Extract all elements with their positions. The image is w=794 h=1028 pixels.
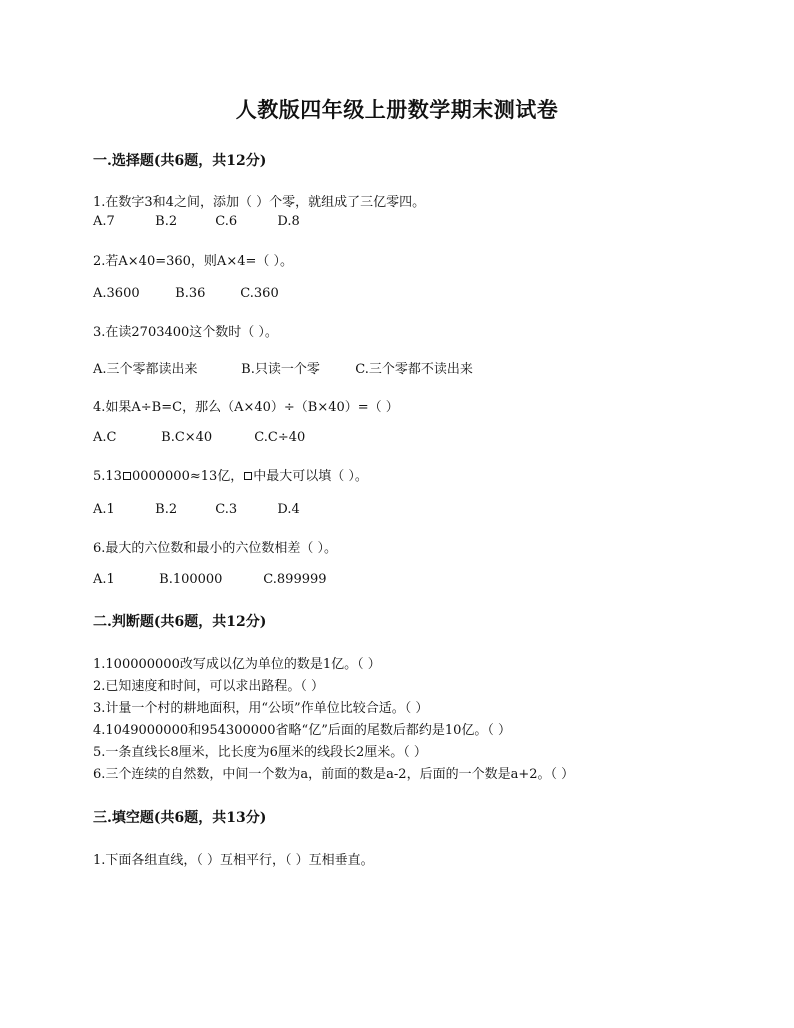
option: B.C×40 [161, 430, 213, 445]
judgement-item: 6.三个连续的自然数，中间一个数为a，前面的数是a-2，后面的一个数是a+2。（ ） [93, 767, 575, 782]
question-text: 1.在数字3和4之间，添加（ ）个零，就组成了三亿零四。 [93, 195, 426, 210]
option: A.1 [93, 502, 115, 517]
question-options [93, 430, 305, 445]
blank-box-icon [123, 472, 131, 480]
option: D.4 [277, 502, 300, 517]
option: A.1 [93, 572, 115, 587]
section-heading-fill-blank: 三.填空题(共6题，共13分) [93, 810, 267, 826]
option: B.2 [155, 214, 178, 229]
option: A.C [93, 430, 117, 445]
question-text: 3.在读2703400这个数时（ ）。 [93, 325, 278, 340]
question-text: 6.最大的六位数和最小的六位数相差（ ）。 [93, 541, 338, 556]
judgement-item: 2.已知速度和时间，可以求出路程。（ ） [93, 679, 325, 694]
question-options [93, 358, 473, 377]
option: C.3 [215, 502, 238, 517]
option: B.2 [155, 502, 178, 517]
question-options [93, 214, 300, 229]
judgement-item: 3.计量一个村的耕地面积，用“公顷”作单位比较合适。（ ） [93, 701, 429, 716]
option: C.360 [240, 286, 279, 301]
page-title: 人教版四年级上册数学期末测试卷 [235, 97, 559, 122]
question-text: 1.下面各组直线，（ ）互相平行，（ ）互相垂直。 [93, 853, 374, 868]
question-options [93, 572, 327, 587]
option: C.6 [215, 214, 238, 229]
question-text: 5.13 0000000≈13亿， 中最大可以填（ ）。 [93, 469, 368, 484]
question-options [93, 286, 279, 301]
judgement-item: 5.一条直线长8厘米，比长度为6厘米的线段长2厘米。（ ） [93, 745, 427, 760]
option: B.只读一个零 [241, 362, 320, 377]
question-options [93, 502, 300, 517]
option: A.三个零都读出来 [93, 362, 198, 377]
option: A.3600 [93, 286, 140, 301]
option: C.C÷40 [254, 430, 306, 445]
option: B.100000 [159, 572, 223, 587]
question-text: 4.如果A÷B=C，那么（A×40）÷（B×40）=（ ） [93, 400, 399, 415]
option: D.8 [277, 214, 300, 229]
question-text: 2.若A×40=360，则A×4=（ ）。 [93, 254, 294, 269]
option: C.899999 [263, 572, 327, 587]
option: C.三个零都不读出来 [355, 362, 473, 377]
judgement-item: 1.100000000改写成以亿为单位的数是1亿。（ ） [93, 657, 381, 672]
judgement-item: 4.1049000000和954300000省略“亿”后面的尾数后都约是10亿。（ ） [93, 723, 512, 738]
section-heading-choice: 一.选择题(共6题，共12分) [93, 153, 267, 169]
blank-box-icon [244, 472, 252, 480]
option: B.36 [175, 286, 206, 301]
option: A.7 [93, 214, 115, 229]
section-heading-judgement: 二.判断题(共6题，共12分) [93, 614, 267, 630]
